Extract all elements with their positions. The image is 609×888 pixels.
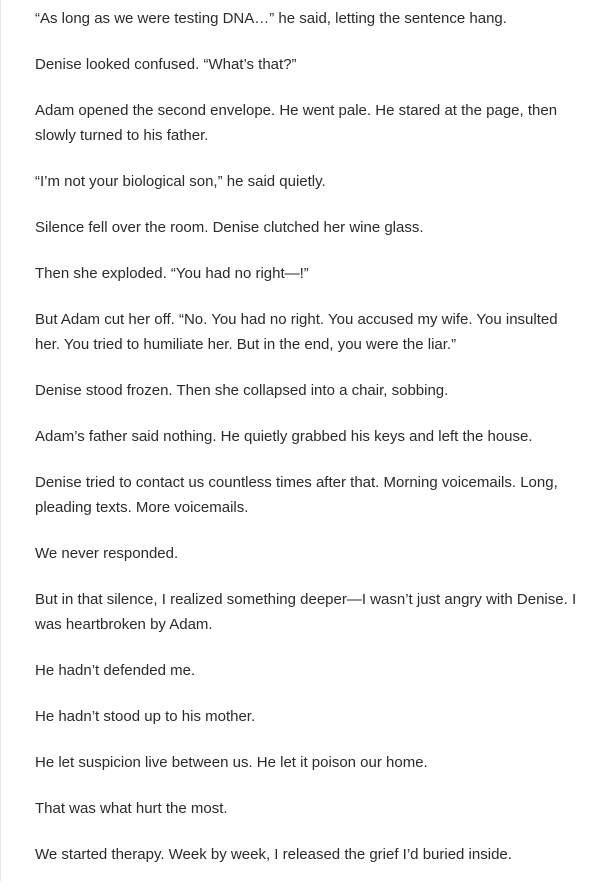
left-border-rule	[0, 0, 1, 881]
paragraph: But Adam cut her off. “No. You had no right. You accused my wife. You insulted her. You tried to humiliate her. But in the end, you were the liar.”	[35, 311, 558, 353]
paragraph: Denise tried to contact us countless times after that. Morning voicemails. Long, pleading texts. More voicemails.	[35, 474, 558, 516]
paragraph: He let suspicion live between us. He let it poison our home.	[35, 754, 428, 771]
paragraph: That was what hurt the most.	[35, 800, 228, 817]
paragraph: Adam’s father said nothing. He quietly grabbed his keys and left the house.	[35, 428, 533, 445]
paragraph: “I’m not your biological son,” he said quietly.	[35, 173, 326, 190]
paragraph: Denise stood frozen. Then she collapsed into a chair, sobbing.	[35, 382, 449, 399]
paragraph: “As long as we were testing DNA…” he said, letting the sentence hang.	[35, 10, 507, 27]
paragraph: Adam opened the second envelope. He went pale. He stared at the page, then slowly turned to his father.	[35, 102, 558, 144]
paragraph: We never responded.	[35, 545, 179, 562]
paragraph: Then she exploded. “You had no right—!”	[35, 265, 309, 282]
paragraph: We started therapy. Week by week, I released the grief I’d buried inside.	[35, 846, 512, 863]
paragraph: He hadn’t defended me.	[35, 662, 196, 679]
paragraph: But in that silence, I realized something deeper—I wasn’t just angry with Denise. I was heartbroken by Adam.	[35, 591, 577, 633]
paragraph: He hadn’t stood up to his mother.	[35, 708, 256, 725]
paragraph: Silence fell over the room. Denise clutched her wine glass.	[35, 219, 424, 236]
article-body	[35, 6, 580, 888]
paragraph: Denise looked confused. “What’s that?”	[35, 56, 297, 73]
